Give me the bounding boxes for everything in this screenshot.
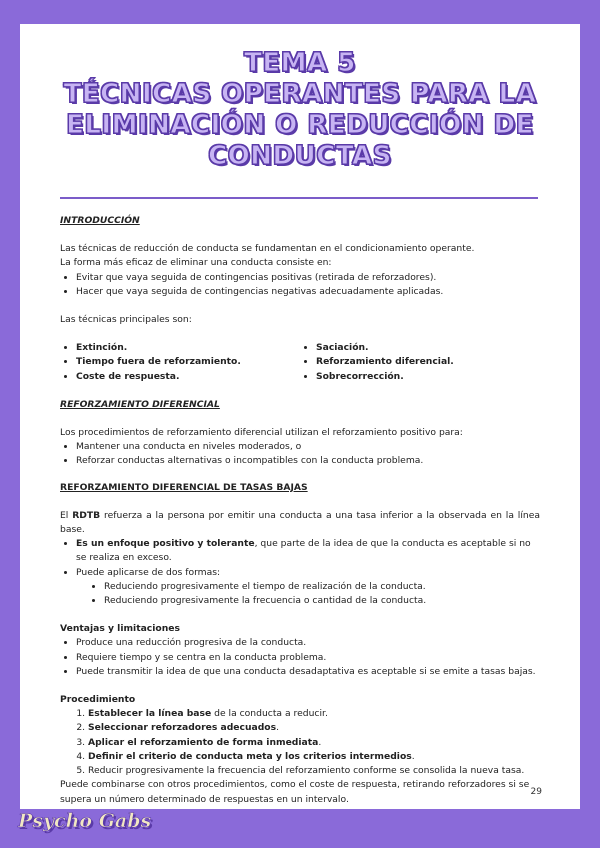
title-line-2: TÉCNICAS OPERANTES PARA LA — [63, 79, 537, 109]
list-item: • Requiere tiempo y se centra en la conducta problema. — [76, 651, 540, 665]
list-item — [88, 736, 540, 750]
title-line-1: TEMA 5 — [244, 48, 356, 78]
rdtb-forms-list — [76, 580, 540, 608]
title-line-4: CONDUCTAS — [208, 141, 392, 171]
rdtb-bullet-2: Puede aplicarse de dos formas: — [76, 566, 221, 578]
document-page — [20, 24, 580, 809]
techniques-columns — [60, 341, 540, 384]
list-item: • Produce una reducción progresiva de la conducta. — [76, 636, 540, 650]
list-item: • Reforzamiento diferencial. — [316, 355, 540, 369]
step-1-bold: Establecer la línea base — [88, 708, 212, 720]
list-item: • Hacer que vaya seguida de contingencias negativas adecuadamente aplicadas. — [76, 285, 540, 299]
rdtb-text-post: refuerza a la persona por emitir una conducta a una tasa inferior a la observada en la línea base. — [60, 509, 541, 536]
intro-paragraph-2: La forma más eficaz de eliminar una conducta consiste en: — [60, 257, 332, 269]
rdtb-paragraph — [60, 509, 540, 537]
list-item: • Tiempo fuera de reforzamiento. — [76, 355, 300, 369]
rdtb-bullet-list — [60, 537, 540, 608]
list-item: • Mantener una conducta en niveles moderados, o — [76, 440, 540, 454]
list-item — [88, 750, 540, 764]
brand-logo: Psycho Gabs — [18, 810, 152, 832]
ventajas-heading: Ventajas y limitaciones — [60, 623, 180, 635]
document-body — [60, 214, 540, 807]
step-2-rest: . — [276, 722, 279, 734]
step-4-rest: . — [411, 750, 415, 762]
rdtb-text-pre: El — [60, 509, 73, 521]
step-3-bold: Aplicar el reforzamiento de forma inmediata — [88, 736, 319, 748]
step-2-bold: Seleccionar reforzadores adecuados — [88, 722, 277, 734]
procedimiento-closing: Puede combinarse con otros procedimientos, como el coste de respuesta, retirando reforzadores si se supera un número determinado de respuestas en un intervalo. — [60, 779, 530, 805]
list-item: • Puede transmitir la idea de que una conducta desadaptativa es aceptable si se emite a tasas bajas. — [76, 665, 540, 679]
list-item: • Sobrecorrección. — [316, 370, 540, 384]
rdtb-heading: REFORZAMIENTO DIFERENCIAL DE TASAS BAJAS — [60, 481, 308, 493]
techniques-column-2 — [300, 341, 540, 384]
rdtb-acronym: RDTB — [72, 509, 101, 521]
list-item: 5. Reducir progresivamente la frecuencia del reforzamiento conforme se consolida la nueva tasa. — [88, 764, 540, 778]
intro-bullet-list — [60, 271, 540, 299]
intro-paragraph-1: Las técnicas de reducción de conducta se fundamentan en el condicionamiento operante. — [60, 243, 475, 255]
list-item — [76, 537, 540, 565]
rdtb-bullet-1-rest: , que parte de la idea de que la conducta es aceptable si no se realiza en exceso. — [76, 538, 531, 564]
ventajas-bullet-list — [60, 636, 540, 679]
step-4-bold: Definir el criterio de conducta meta y los criterios intermedios — [88, 750, 412, 762]
step-3-rest: . — [318, 736, 322, 748]
rdtb-bullet-1-bold: Es un enfoque positivo y tolerante — [76, 538, 255, 550]
procedimiento-steps — [60, 707, 540, 778]
list-item: • Evitar que vaya seguida de contingencias positivas (retirada de reforzadores). — [76, 271, 540, 285]
page-number: 29 — [530, 787, 542, 797]
rd-paragraph: Los procedimientos de reforzamiento diferencial utilizan el reforzamiento positivo para: — [60, 427, 463, 439]
list-item: • Reforzar conductas alternativas o incompatibles con la conducta problema. — [76, 454, 540, 468]
title-divider — [60, 197, 538, 199]
intro-heading: INTRODUCCIÓN — [60, 215, 140, 226]
title-line-3: ELIMINACIÓN O REDUCCIÓN DE — [66, 110, 534, 140]
list-item: • Extinción. — [76, 341, 300, 355]
rd-bullet-list — [60, 440, 540, 468]
intro-paragraph-3: Las técnicas principales son: — [60, 314, 192, 326]
list-item — [88, 721, 540, 735]
list-item: • Saciación. — [316, 341, 540, 355]
procedimiento-heading: Procedimiento — [60, 694, 136, 706]
list-item: • Reduciendo progresivamente el tiempo de realización de la conducta. — [104, 580, 540, 594]
step-1-rest: de la conducta a reducir. — [211, 708, 328, 720]
list-item: • Coste de respuesta. — [76, 370, 300, 384]
list-item: • Reduciendo progresivamente la frecuencia o cantidad de la conducta. — [104, 594, 540, 608]
techniques-column-1 — [60, 341, 300, 384]
rd-heading: REFORZAMIENTO DIFERENCIAL — [60, 398, 220, 410]
list-item — [88, 707, 540, 721]
list-item — [76, 566, 540, 609]
page-title — [20, 48, 580, 172]
